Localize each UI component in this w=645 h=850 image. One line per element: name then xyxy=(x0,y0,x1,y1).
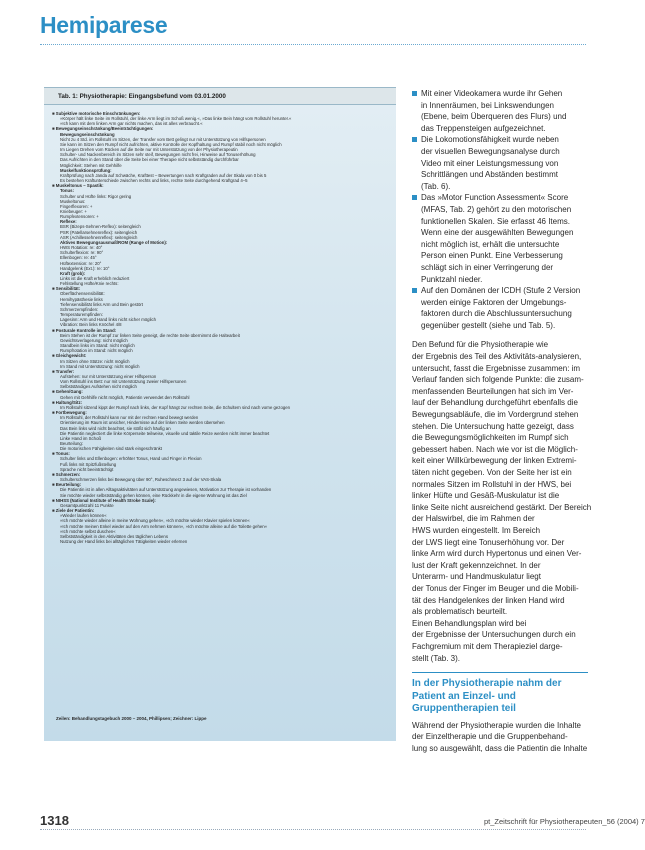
text-line: stellt (Tab. 3). xyxy=(412,653,461,663)
bullet-line: der visuellen Bewegungsanalyse durch xyxy=(421,146,560,156)
text-line: Unterarm- und Handmuskulatur liegt xyxy=(412,572,541,582)
table-line: Aufstehen: nur mit Unterstützung einer Hilfsperson xyxy=(60,373,157,379)
table-line: Beurteilung: xyxy=(60,441,83,446)
bullet-line: schlägt sich in einer Verringerung der xyxy=(421,262,554,272)
table-line: Handgelenk (Ext.): re: 10° xyxy=(60,265,110,271)
bullet-line: (Ebene, beim Überqueren des Flurs) und xyxy=(421,112,567,122)
table-line: Temperaturempfinden: xyxy=(60,312,103,318)
bullet-line: nicht möglich ist, erhält die untersuchte xyxy=(421,239,560,249)
table-line: Reflexe: xyxy=(60,219,77,225)
table-line: Gewichtsverlagerung: nicht möglich xyxy=(60,337,128,343)
bullet-line: faktoren durch die Abschlussuntersuchung xyxy=(421,309,572,319)
text-line: der Einzeltherapie und die Gruppenbehand- xyxy=(412,732,568,742)
text-line: Einen Behandlungsplan wird bei xyxy=(412,618,527,628)
table-line: Schulterflexion: re: 90° xyxy=(60,250,104,256)
table-line: Nutzung der Hand links bei alltäglichen Tätigkeiten wieder erlernen xyxy=(60,538,188,544)
text-line: Während der Physiotherapie wurden die Inhalte xyxy=(412,720,581,730)
text-line: Verlauf fanden sich folgende Punkte: die zusam- xyxy=(412,375,584,385)
table-line: ■ Posturale Kontrolle im Stand: xyxy=(52,328,390,333)
text-line: Fachgremium mit dem Therapieziel darge- xyxy=(412,641,563,651)
text-line: menfassenden Beurteilungen hat sich im Ver- xyxy=(412,386,574,396)
text-line: die Bewegungsmöglichkeiten im Rumpf sich xyxy=(412,433,569,443)
table-line: Die Patientin neglectiert die linke Körperseite teilweise, visuelle und taktile Reize werden nicht immer beachtet xyxy=(60,430,270,436)
table-line: Die motorischen Fähigkeiten sind stark eingeschränkt xyxy=(60,446,162,452)
text-line: HWS wurden eingestellt. Im Bereich xyxy=(412,525,541,535)
table-source: Zeilen: Behandlungstagebuch 2000 – 2004, Phillipsen; Zeichner: Lippe xyxy=(56,716,207,721)
running-title: Hemiparese xyxy=(40,12,168,38)
table-line: Vom Rollstuhl ins Bett: nur mit Unterstützung zweier Hilfspersonen xyxy=(60,379,187,385)
text-line: normales Sitzen im Rollstuhl in der HWS, bei xyxy=(412,479,572,489)
table-caption: Tab. 1: Physiotherapie: Eingangsbefund vom 03.01.2000 xyxy=(44,87,396,105)
table-line: Kraftprüfung nach Janda auf Schwäche, Krafttest – Bewertungen nach Kraftgraden auf der Skala von 0 bis 5 xyxy=(60,172,267,178)
table-line: Links ist die Kraft erheblich reduziert xyxy=(60,276,130,281)
text-line: lung so ausgewählt, dass die Patientin die Inhalte xyxy=(412,743,588,753)
bullet-line: Schrittlängen und Abständen bestimmt xyxy=(421,170,558,180)
bullet-line: Wenn eine der ausgewählten Bewegungen xyxy=(421,228,574,238)
bullet-line: werden einige Faktoren der Umgebungs- xyxy=(421,297,567,307)
right-column xyxy=(412,88,592,754)
table-line: Standbein links im Stand: nicht möglich xyxy=(60,343,135,349)
table-line: »Körper hält linke Seite im Rollstuhl, der linke Arm liegt im Schoß wenig.«, »Das linke Bein hängt vom Rollstuhl herunter.« xyxy=(60,116,292,122)
table-line: Kniebeuger: + xyxy=(60,208,87,214)
table-line: Selbstständiges Aufstehen nicht möglich xyxy=(60,384,137,390)
table-line: »Ich möchte wieder alleine in meine Wohnung gehen«, »Ich möchte wieder Klavier spielen können« xyxy=(60,518,250,524)
table-line: Orientierung im Raum ist unsicher, Hindernisse auf der linken Seite werden übersehen xyxy=(60,420,225,426)
table-line: Oberflächensensibilität: xyxy=(60,291,105,297)
text-line: der Ergebnis des Teil des Aktivitäts-analysieren, xyxy=(412,352,582,362)
table-line: Die Patientin ist in allen Alltagsaktivitäten auf Unterstützung angewiesen, Motivation zur Therapie ist vorhanden xyxy=(60,487,272,493)
bullet-item xyxy=(412,192,588,285)
text-line: Bewegungsabläufe, die im Vordergrund stehen xyxy=(412,410,579,420)
bullet-line: funktionellen Skalen. Sie erfasst 46 Items. xyxy=(421,216,570,226)
table-line: Vibration: Bein links Knöchel 4/8 xyxy=(60,322,122,328)
table-line: Tonus: xyxy=(60,188,75,194)
table-line: ■ Bewegungseinschränkung/Beeinträchtigungen: xyxy=(52,126,390,131)
text-line: linke Seite nicht ausreichend gestärkt. Der Bereich xyxy=(412,502,592,512)
table-line: ■ Muskeltonus – Spastik: xyxy=(52,183,390,188)
table-line: Aktives Bewegungsausmaß/ROM (Range of Motion): xyxy=(60,239,168,245)
bullet-line: gegenüber gestellt (siehe und Tab. 5). xyxy=(421,320,556,330)
table-line: Fuß links mit Spitzfußstellung xyxy=(60,461,117,467)
table-line: Schulterschmerzen links bei Bewegung über 90°, Ruheschmerz 3 auf der VAS-Skala xyxy=(60,477,222,483)
closing-paragraph xyxy=(412,720,588,755)
header-rule xyxy=(40,44,586,45)
bullet-line: Video mit einer Leistungsmessung von xyxy=(421,158,559,168)
table-line: BSR (Bizeps-Sehnen-Reflex): seitengleich xyxy=(60,224,141,230)
table-line: ■ Haltung/Sitz: xyxy=(52,400,390,405)
text-line: als problematisch beurteilt. xyxy=(412,607,508,617)
bullet-line: (Tab. 6). xyxy=(421,181,451,191)
table-line: Schulter links und Ellenbogen: erhöhter Tonus, Hand und Finger in Flexion xyxy=(60,456,202,462)
table-line: ■ Subjektive motorische Einschränkungen: xyxy=(52,111,390,116)
bullet-line: in Innenräumen, bei Linkswendungen xyxy=(421,100,554,110)
text-line: stehen. Die Untersuchung hatte gezeigt, dass xyxy=(412,421,574,431)
table-line: Selbstständigkeit in den Aktivitäten des täglichen Lebens xyxy=(60,533,168,539)
table-line: PSR (Patellarsehnenreflex): seitengleich xyxy=(60,229,138,235)
table-body xyxy=(52,111,390,544)
bullet-square-icon xyxy=(412,288,417,293)
bullet-line: Punktzahl nieder. xyxy=(421,274,483,284)
table-line: Schmerzempfinden: xyxy=(60,306,99,312)
bullet-square-icon xyxy=(412,137,417,142)
bullet-line: Person einen Punkt. Eine Verbesserung xyxy=(421,251,563,261)
table-line: Im Rollstuhl, der Rollstuhl kann nur mit der rechten Hand bewegt werden xyxy=(60,415,199,421)
text-line: untersucht, fasst die Ergebnisse zusammen: im xyxy=(412,363,581,373)
table-line: HWS Rotation: re: 40° xyxy=(60,245,103,251)
table-line: Gesamtpunktzahl 11 Punkte xyxy=(60,502,114,508)
table-line: Tiefensensibilität links Arm und Bein gestört xyxy=(60,301,143,307)
subheading: In der Physiotherapie nahm der Patient an Einzel- und Gruppentherapien teil xyxy=(412,672,588,720)
journal-reference: pt_Zeitschrift für Physiotherapeuten_56 (2004) 7 xyxy=(484,817,645,826)
table-line: Gehen mit Gehhilfe nicht möglich, Patientin verwendet den Rollstuhl xyxy=(60,394,190,400)
table-line: Das Aufrichten in den Stand über die Seite bei einer Therapie nicht selbstständig durchführbar xyxy=(60,157,239,163)
table-line: Ellenbogen: re: 45° xyxy=(60,255,97,261)
table-line: Fingerflexoren: + xyxy=(60,203,93,209)
table-line: ■ Gehen/Gang: xyxy=(52,389,390,394)
table-line: Kraft (grob): xyxy=(60,270,86,276)
text-line: keit einer Willkürbewegung der linken Extremi- xyxy=(412,456,577,466)
bullet-item xyxy=(412,134,588,192)
table-line: Hüftextension: re: 20° xyxy=(60,260,102,266)
table-line: »Ich kann mit dem linken Arm gar nichts machen, das ist alles verbraucht.« xyxy=(60,121,203,127)
page-number: 1318 xyxy=(40,813,69,828)
footer-rule xyxy=(40,829,586,830)
table-line: Schulter- und Nackenbereich im Sitzen sehr steif, Bewegungen nicht frei, Hinweise auf Tonuserhöhung xyxy=(60,152,256,158)
bullet-line: Auf den Domänen der ICDH (Stufe 2 Version xyxy=(421,286,581,296)
table-line: Rumpfrotation im Stand: nicht möglich xyxy=(60,348,133,354)
text-line: täten nicht gegeben. Von der Seite her ist ein xyxy=(412,468,572,477)
table-line: Hemihypästhesie links xyxy=(60,296,103,302)
text-line: gebessert haben. Nach wie vor ist die Möglich- xyxy=(412,444,578,454)
bullet-line: Das »Motor Function Assessment« Score xyxy=(421,193,569,203)
table-line: Sie möchte wieder selbstständig gehen können, eine Rückkehr in die eigene Wohnung ist das Ziel xyxy=(60,492,247,498)
table-line: ■ Tonus: xyxy=(52,451,390,456)
table-line: ■ Schmerzen: xyxy=(52,472,390,477)
bullet-line: Die Lokomotionsfähigkeit wurde neben xyxy=(421,135,559,145)
text-line: der Halswirbel, die im Rahmen der xyxy=(412,514,535,524)
table-line: ■ Gleichgewicht: xyxy=(52,353,390,358)
text-line: der LWS liegt eine Tonuserhöhung vor. Der xyxy=(412,537,565,547)
text-line: linke Arm wird durch Hypertonus und einen Ver- xyxy=(412,549,582,559)
table-line: Im Stand mit Unterstützung: nicht möglich xyxy=(60,363,140,369)
table-line: ■ NIHSS (National Institute of Health Stroke Scale): xyxy=(52,498,390,503)
bullet-line: (MFAS, Tab. 2) gehört zu den motorischen xyxy=(421,204,572,214)
table-line: Lagesinn: Arm und Hand links nicht sicher möglich xyxy=(60,317,157,323)
text-line: der Tonus der Finger im Beuger und die Mobili- xyxy=(412,583,579,593)
table-line: ■ Transfer: xyxy=(52,369,390,374)
bullet-item xyxy=(412,88,588,134)
bullet-line: Mit einer Videokamera wurde ihr Gehen xyxy=(421,89,563,98)
bullet-list xyxy=(412,88,588,331)
table-line: Linke Hand im Schoß xyxy=(60,435,102,441)
table-line: ASR (Achillessehnenreflex): seitengleich xyxy=(60,234,138,240)
table-line: ■ Sensibilität: xyxy=(52,286,390,291)
table-line: Schulter und Hüfte links: Rigor gering xyxy=(60,193,132,199)
text-line: linker Hüfte und Gesäß-Muskulatur ist die xyxy=(412,491,560,501)
table-line: »Ich möchte meinen Enkel wieder auf den Arm nehmen können«, »Ich möchte alleine auf die Toilette gehen« xyxy=(60,523,268,529)
table-line: Im Rollstuhl sitzend kippt der Rumpf nach links, der Kopf hängt zur rechten Seite, die Schultern sind nach vorne gezogen xyxy=(60,404,291,410)
table-line: Es bestehen Kraftunterschiede zwischen rechts und links, rechte Seite durchgehend Kraftgrad 4–5 xyxy=(60,178,248,184)
table-line: Bewegungseinschränkung xyxy=(60,131,115,137)
text-line: lust der Kraft gekennzeichnet. In der xyxy=(412,560,541,570)
body-paragraph xyxy=(412,339,592,664)
assessment-table xyxy=(44,87,396,741)
bullet-line: das Treppensteigen aufgezeichnet. xyxy=(421,123,546,133)
table-line: Beim Stehen ist der Rumpf zur linken Seite geneigt, die rechte Seite übernimmt die Haltearbeit xyxy=(60,332,240,338)
table-line: Im Sitzen ohne Stütze: nicht möglich xyxy=(60,358,130,364)
table-line: Rumpfextensoren: + xyxy=(60,214,99,220)
table-line: »Ich möchte selbst duschen« xyxy=(60,528,116,534)
text-line: tät des Handgelenkes der linken Hand wird xyxy=(412,595,565,605)
table-line: Muskelfunktionsprüfung: xyxy=(60,167,112,173)
text-line: lauf der Behandlung durchgeführt ebenfalls die xyxy=(412,398,578,408)
text-line: der Ergebnisse der Untersuchungen durch ein xyxy=(412,630,576,640)
text-line: Den Befund für die Physiotherapie wie xyxy=(412,340,549,350)
table-line: Das Bein links wird nicht beachtet, sie stößt sich häufig an xyxy=(60,425,171,431)
table-line: ■ Beurteilung: xyxy=(52,482,390,487)
table-line: Im Liegen Drehen vom Rücken auf die Seite nur mit Unterstützung von der Physiotherapeutin xyxy=(60,147,238,153)
table-line: Nicht zu 4 Std. im Rollstuhl im Sitzen, der Transfer vom Bett gelingt nur mit Unterstützung von Hilfspersonen xyxy=(60,136,266,142)
table-line: Fehlstellung Hüfte/Knie rechts: xyxy=(60,281,119,287)
table-line: Möglichkeit: Stehen mit Gehhilfe xyxy=(60,162,122,168)
table-line: Muskeltonus: xyxy=(60,198,86,204)
table-line: Sprache nicht beeinträchtigt xyxy=(60,466,114,472)
table-line: ■ Fortbewegung: xyxy=(52,410,390,415)
table-line: ■ Ziele der Patientin: xyxy=(52,508,390,513)
bullet-square-icon xyxy=(412,91,417,96)
table-line: »Wieder laufen können« xyxy=(60,513,107,519)
bullet-item xyxy=(412,285,588,331)
bullet-square-icon xyxy=(412,195,417,200)
table-line: Sie kann im Sitzen den Rumpf nicht aufrichten, aktive Kontrolle der Kopfhaltung und Rumpf stabil noch nicht möglich xyxy=(60,141,282,147)
